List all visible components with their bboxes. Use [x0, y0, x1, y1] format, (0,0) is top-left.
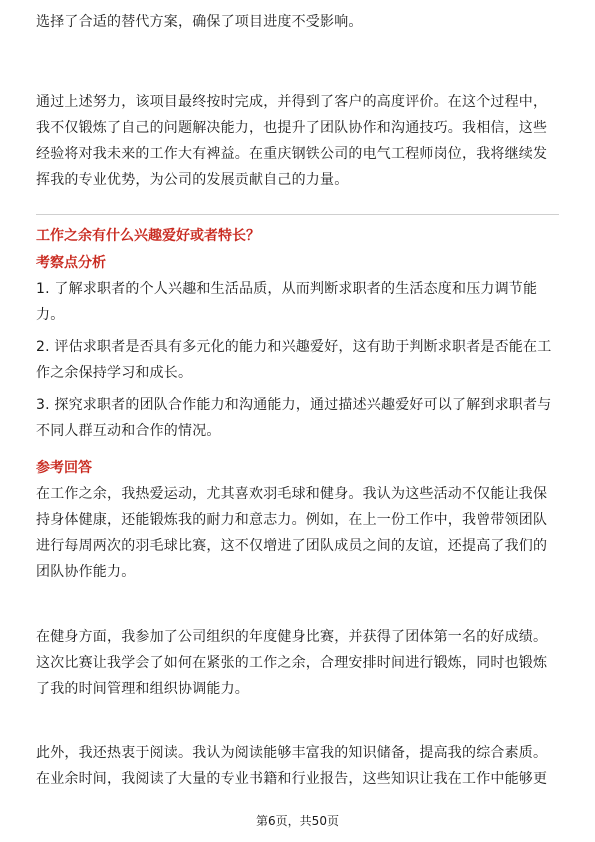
text-line: 在健身方面，我参加了公司组织的年度健身比赛，并获得了团体第一名的好成绩。 — [36, 629, 548, 645]
analysis-item-1 — [36, 276, 559, 328]
text-line: 了我的时间管理和组织协调能力。 — [36, 681, 249, 697]
text-line: 1. 了解求职者的个人兴趣和生活品质，从而判断求职者的生活态度和压力调节能 — [36, 281, 538, 297]
page-number: 第6页，共50页 — [256, 814, 339, 828]
text-line: 这次比赛让我学会了如何在紧张的工作之余，合理安排时间进行锻炼，同时也锻炼 — [36, 655, 548, 671]
text-line: 此外，我还热衷于阅读。我认为阅读能够丰富我的知识储备，提高我的综合素质。 — [36, 745, 548, 761]
text-line: 经验将对我未来的工作大有裨益。在重庆钢铁公司的电气工程师岗位，我将继续发 — [36, 146, 548, 162]
answer-paragraph-1 — [36, 481, 559, 585]
text-line: 力。 — [36, 307, 65, 323]
text-line: 通过上述努力，该项目最终按时完成，并得到了客户的高度评价。在这个过程中， — [36, 94, 548, 110]
text-line: 我不仅锻炼了自己的问题解决能力，也提升了团队协作和沟通技巧。我相信，这些 — [36, 120, 548, 136]
text-line: 进行每周两次的羽毛球比赛，这不仅增进了团队成员之间的友谊，还提高了我们的 — [36, 538, 548, 554]
text-line: 选择了合适的替代方案，确保了项目进度不受影响。 — [36, 14, 363, 30]
text-line: 不同人群互动和合作的情况。 — [36, 423, 221, 439]
text-line: 团队协作能力。 — [36, 564, 136, 580]
answer-paragraph-2 — [36, 624, 559, 702]
answer-paragraph-3 — [36, 740, 559, 792]
text-line: 在业余时间，我阅读了大量的专业书籍和行业报告，这些知识让我在工作中能够更 — [36, 771, 548, 787]
text-line: 3. 探究求职者的团队合作能力和沟通能力，通过描述兴趣爱好可以了解到求职者与 — [36, 397, 552, 413]
text-line: 作之余保持学习和成长。 — [36, 365, 193, 381]
document-page — [36, 0, 559, 842]
intro-paragraph-1 — [36, 9, 559, 35]
section-divider — [36, 214, 559, 215]
text-line: 挥我的专业优势，为公司的发展贡献自己的力量。 — [36, 172, 349, 188]
analysis-heading: 考察点分析 — [36, 255, 106, 271]
text-line: 持身体健康，还能锻炼我的耐力和意志力。例如，在上一份工作中，我曾带领团队 — [36, 512, 548, 528]
analysis-item-2 — [36, 334, 559, 386]
analysis-item-3 — [36, 392, 559, 444]
answer-heading: 参考回答 — [36, 460, 92, 476]
text-line: 2. 评估求职者是否具有多元化的能力和兴趣爱好，这有助于判断求职者是否能在工 — [36, 339, 552, 355]
intro-paragraph-2 — [36, 89, 559, 193]
question-heading: 工作之余有什么兴趣爱好或者特长？ — [36, 228, 260, 244]
text-line: 在工作之余，我热爱运动，尤其喜欢羽毛球和健身。我认为这些活动不仅能让我保 — [36, 486, 548, 502]
